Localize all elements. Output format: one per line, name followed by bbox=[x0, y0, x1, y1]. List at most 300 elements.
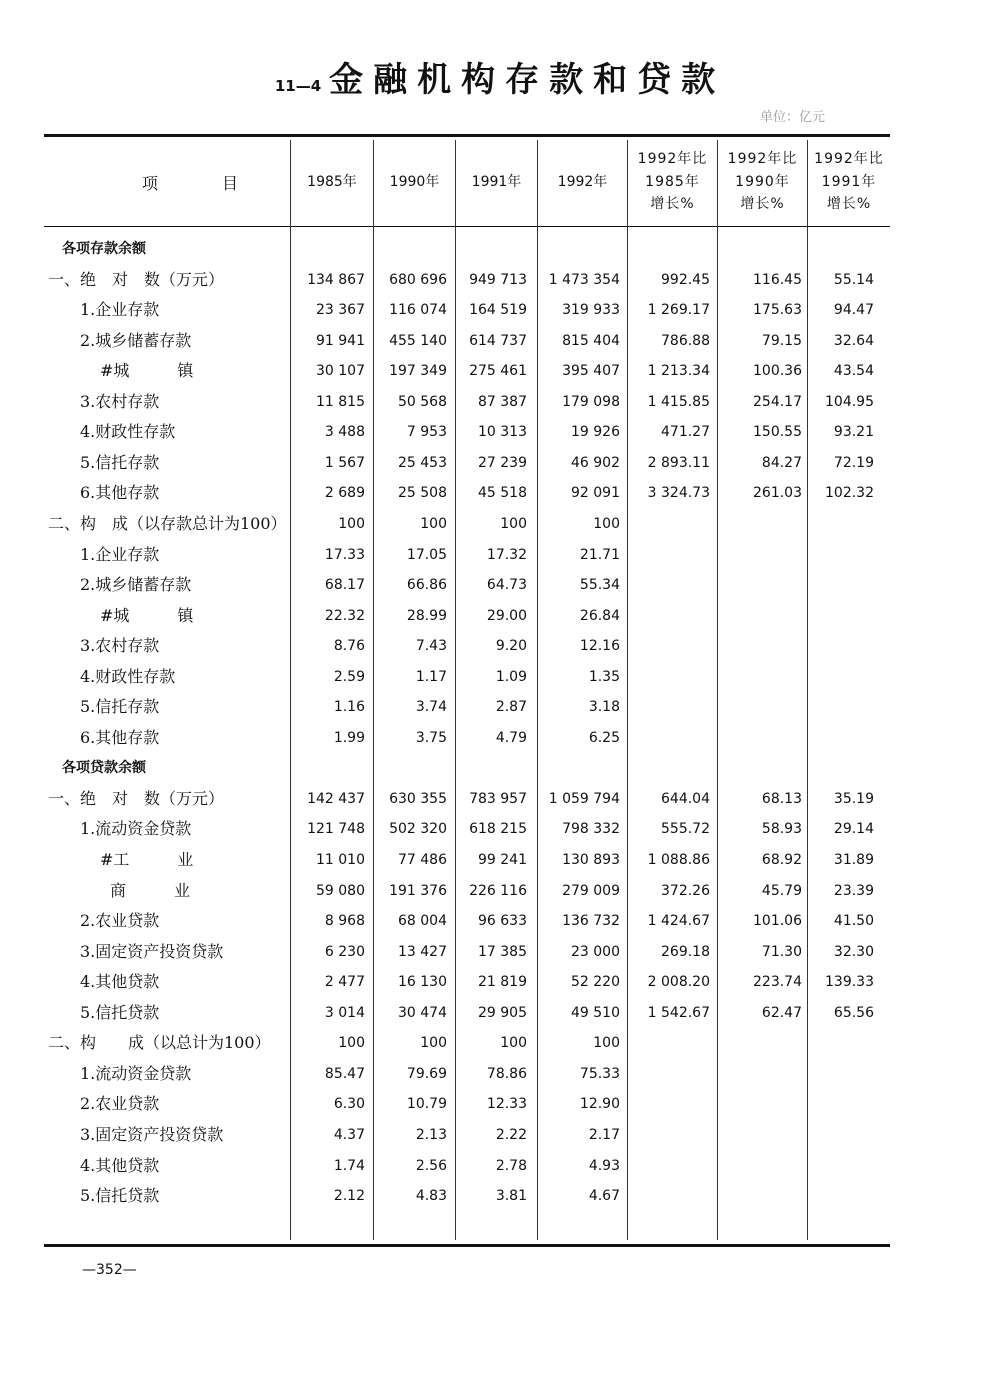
page-number: —352— bbox=[82, 1262, 137, 1278]
table-row bbox=[44, 295, 890, 325]
table-cell: 96 633 bbox=[478, 913, 527, 930]
table-cell bbox=[624, 1028, 710, 1058]
table-cell: 3.74 bbox=[415, 699, 447, 716]
table-cell: 32.64 bbox=[833, 332, 874, 349]
table-row bbox=[44, 876, 890, 906]
table-cell: 23 367 bbox=[316, 302, 365, 319]
table-cell: 66.86 bbox=[406, 577, 447, 594]
table-cell: 59 080 bbox=[316, 882, 365, 899]
table-cell: 798 332 bbox=[562, 821, 620, 838]
table-cell: 68.92 bbox=[761, 852, 802, 868]
table-row bbox=[44, 967, 890, 997]
table-cell: 1 415.85 bbox=[647, 393, 710, 410]
table-cell bbox=[716, 723, 802, 753]
unit-note: 单位：亿元 bbox=[760, 110, 826, 125]
table-cell bbox=[812, 753, 874, 783]
row-label: 1.流动资金贷款 bbox=[80, 819, 192, 839]
table-cell bbox=[812, 509, 874, 539]
table-row bbox=[44, 570, 890, 600]
table-cell bbox=[624, 1120, 710, 1150]
table-cell: 31.89 bbox=[833, 852, 874, 868]
table-cell: 226 116 bbox=[469, 882, 527, 899]
header-year: 1991年 bbox=[471, 173, 522, 190]
header-item-left: 项 bbox=[142, 173, 159, 193]
table-cell: 644.04 bbox=[661, 790, 710, 807]
row-label: 一、绝 对 数（万元） bbox=[48, 788, 225, 808]
table-cell: 3.18 bbox=[588, 699, 620, 716]
table-cell bbox=[716, 570, 802, 600]
table-cell: 19 926 bbox=[571, 424, 620, 441]
row-label: 4.财政性存款 bbox=[80, 666, 176, 686]
table-row bbox=[44, 1181, 890, 1211]
table-cell bbox=[716, 1089, 802, 1119]
table-cell: 1 088.86 bbox=[647, 852, 710, 868]
top-rule bbox=[44, 134, 890, 137]
table-cell: 49 510 bbox=[571, 1004, 620, 1021]
table-cell bbox=[624, 540, 710, 570]
bottom-rule bbox=[44, 1244, 890, 1247]
row-label: 1.企业存款 bbox=[80, 300, 160, 320]
table-cell: 2.13 bbox=[415, 1126, 447, 1143]
row-label: 4.其他贷款 bbox=[80, 972, 160, 992]
table-cell: 130 893 bbox=[562, 852, 620, 868]
table-cell bbox=[812, 723, 874, 753]
header-comparison: 1992年比 1985年 增长% bbox=[637, 151, 708, 213]
table-cell: 99 241 bbox=[478, 852, 527, 868]
table-row bbox=[44, 1151, 890, 1181]
table-row bbox=[44, 326, 890, 356]
table-cell: 72.19 bbox=[833, 454, 874, 471]
row-label: 2.农业贷款 bbox=[80, 911, 160, 931]
table-cell: 4.37 bbox=[333, 1126, 365, 1143]
table-cell: 7 953 bbox=[406, 424, 447, 441]
table-cell: 1.35 bbox=[588, 668, 620, 685]
row-label: 3.固定资产投资贷款 bbox=[80, 1124, 224, 1144]
row-label: 商 业 bbox=[110, 880, 191, 900]
row-label: 4.财政性存款 bbox=[80, 422, 176, 442]
table-cell: 10 313 bbox=[478, 424, 527, 441]
table-row bbox=[44, 448, 890, 478]
table-cell: 52 220 bbox=[571, 974, 620, 991]
table-cell: 12.16 bbox=[579, 638, 620, 655]
table-cell bbox=[812, 631, 874, 661]
table-cell bbox=[624, 509, 710, 539]
table-cell: 1.09 bbox=[495, 668, 527, 685]
table-cell: 555.72 bbox=[661, 821, 710, 838]
table-cell: 100 bbox=[338, 1035, 365, 1052]
row-label: #城 镇 bbox=[100, 605, 194, 625]
table-row bbox=[44, 906, 890, 936]
table-cell: 136 732 bbox=[562, 913, 620, 930]
table-cell: 142 437 bbox=[307, 790, 365, 807]
table-cell: 2.22 bbox=[495, 1126, 527, 1143]
header-rule bbox=[44, 226, 890, 227]
row-label: #工 业 bbox=[100, 850, 194, 869]
table-cell: 28.99 bbox=[406, 607, 447, 624]
row-label: 6.其他存款 bbox=[80, 727, 160, 747]
table-cell bbox=[624, 570, 710, 600]
table-cell: 12.90 bbox=[579, 1096, 620, 1113]
table-cell: 92 091 bbox=[571, 485, 620, 502]
table-cell bbox=[716, 662, 802, 692]
table-cell: 4.83 bbox=[415, 1188, 447, 1205]
table-cell: 4.79 bbox=[495, 729, 527, 746]
row-label: 5.信托存款 bbox=[80, 697, 160, 717]
table-cell: 21 819 bbox=[478, 974, 527, 991]
table-cell bbox=[624, 723, 710, 753]
row-label: 2.农业贷款 bbox=[80, 1094, 160, 1114]
table-cell: 4.93 bbox=[588, 1157, 620, 1174]
table-cell: 2.87 bbox=[495, 699, 527, 716]
table-cell: 23 000 bbox=[571, 943, 620, 960]
table-cell: 4.67 bbox=[588, 1188, 620, 1205]
table-cell: 2 008.20 bbox=[647, 974, 710, 991]
table-cell: 2.78 bbox=[495, 1157, 527, 1174]
table-row bbox=[44, 1028, 890, 1058]
table-cell: 191 376 bbox=[389, 882, 447, 899]
table-cell: 11 010 bbox=[316, 852, 365, 868]
table-cell: 17 385 bbox=[478, 943, 527, 960]
table-cell: 949 713 bbox=[469, 271, 527, 288]
table-cell: 1 473 354 bbox=[548, 271, 620, 288]
table-row bbox=[44, 998, 890, 1028]
table-cell: 25 508 bbox=[398, 485, 447, 502]
row-label: 各项贷款余额 bbox=[62, 760, 146, 777]
table-row bbox=[44, 1120, 890, 1150]
table-cell bbox=[812, 1028, 874, 1058]
table-cell bbox=[371, 753, 447, 783]
table-cell bbox=[295, 753, 365, 783]
table-row bbox=[44, 845, 890, 875]
table-cell: 29.00 bbox=[486, 607, 527, 624]
table-row bbox=[44, 662, 890, 692]
table-cell: 2.59 bbox=[333, 668, 365, 685]
table-row bbox=[44, 1089, 890, 1119]
table-cell bbox=[716, 692, 802, 722]
table-cell: 2.56 bbox=[415, 1157, 447, 1174]
row-label: 3.农村存款 bbox=[80, 636, 160, 656]
table-cell bbox=[812, 1181, 874, 1211]
row-label: 各项存款余额 bbox=[62, 241, 146, 257]
table-cell: 8 968 bbox=[324, 913, 365, 930]
table-cell bbox=[624, 1181, 710, 1211]
table-cell: 116.45 bbox=[753, 271, 802, 288]
table-cell: 175.63 bbox=[753, 302, 802, 319]
header-year: 1992年 bbox=[557, 173, 608, 190]
table-cell: 815 404 bbox=[562, 332, 620, 349]
table-row bbox=[44, 356, 890, 386]
header-item bbox=[44, 140, 290, 224]
table-cell bbox=[812, 1059, 874, 1089]
section-header-row bbox=[44, 234, 890, 264]
table-cell: 101.06 bbox=[753, 913, 802, 930]
table-cell bbox=[624, 1059, 710, 1089]
table-cell: 269.18 bbox=[661, 943, 710, 960]
table-cell: 1 059 794 bbox=[548, 790, 620, 807]
table-row bbox=[44, 387, 890, 417]
table-cell bbox=[371, 234, 447, 264]
table-cell: 372.26 bbox=[661, 882, 710, 899]
table-cell bbox=[716, 1028, 802, 1058]
table-cell bbox=[812, 1120, 874, 1150]
table-cell: 68.17 bbox=[324, 577, 365, 594]
table-cell bbox=[716, 540, 802, 570]
table-cell: 58.93 bbox=[761, 821, 802, 838]
table-cell: 8.76 bbox=[333, 638, 365, 655]
table-cell bbox=[624, 631, 710, 661]
table-cell bbox=[624, 753, 710, 783]
table-cell bbox=[812, 692, 874, 722]
table-row bbox=[44, 784, 890, 814]
table-cell: 25 453 bbox=[398, 454, 447, 471]
table-cell: 29 905 bbox=[478, 1004, 527, 1021]
table-cell: 502 320 bbox=[389, 821, 447, 838]
table-cell: 17.05 bbox=[406, 546, 447, 563]
table-cell: 100 bbox=[338, 515, 365, 532]
table-cell: 279 009 bbox=[562, 882, 620, 899]
table-cell: 91 941 bbox=[316, 332, 365, 349]
table-cell: 139.33 bbox=[825, 974, 874, 991]
table-cell: 78.86 bbox=[486, 1065, 527, 1082]
table-cell: 23.39 bbox=[833, 882, 874, 899]
row-label: #城 镇 bbox=[100, 361, 194, 381]
row-label: 5.信托贷款 bbox=[80, 1002, 160, 1022]
header-year: 1985年 bbox=[307, 173, 357, 190]
row-label: 5.信托存款 bbox=[80, 452, 160, 472]
section-header-row bbox=[44, 753, 890, 783]
table-cell: 45 518 bbox=[478, 485, 527, 502]
table-row bbox=[44, 692, 890, 722]
table-row bbox=[44, 540, 890, 570]
table-cell: 16 130 bbox=[398, 974, 447, 991]
table-cell: 2.17 bbox=[588, 1126, 620, 1143]
table-row bbox=[44, 937, 890, 967]
table-cell: 100 bbox=[420, 1035, 447, 1052]
table-row bbox=[44, 723, 890, 753]
table-cell: 102.32 bbox=[825, 485, 874, 502]
row-label: 6.其他存款 bbox=[80, 483, 160, 503]
table-cell: 1.16 bbox=[333, 699, 365, 716]
table-cell: 275 461 bbox=[469, 363, 527, 380]
table-cell: 680 696 bbox=[389, 271, 447, 288]
table-cell bbox=[812, 234, 874, 264]
table-cell bbox=[716, 234, 802, 264]
table-cell: 27 239 bbox=[478, 454, 527, 471]
table-cell: 17.32 bbox=[486, 546, 527, 563]
table-cell: 618 215 bbox=[469, 821, 527, 838]
table-cell: 2 689 bbox=[324, 485, 365, 502]
header-year: 1990年 bbox=[389, 173, 440, 190]
table-cell bbox=[716, 509, 802, 539]
table-cell: 17.33 bbox=[324, 546, 365, 563]
table-cell: 7.43 bbox=[415, 638, 447, 655]
table-cell: 11 815 bbox=[316, 393, 365, 410]
table-cell: 261.03 bbox=[753, 485, 802, 502]
table-cell: 630 355 bbox=[389, 790, 447, 807]
table-cell: 3 488 bbox=[324, 424, 365, 441]
table-cell: 100 bbox=[420, 515, 447, 532]
table-cell: 65.56 bbox=[833, 1004, 874, 1021]
table-cell: 85.47 bbox=[324, 1065, 365, 1082]
row-label: 2.城乡储蓄存款 bbox=[80, 575, 192, 595]
table-cell bbox=[716, 1120, 802, 1150]
table-cell: 134 867 bbox=[307, 271, 365, 288]
table-title-text: 金融机构存款和贷款 bbox=[329, 60, 726, 100]
table-cell: 100.36 bbox=[753, 363, 802, 380]
table-row bbox=[44, 509, 890, 539]
table-cell bbox=[295, 234, 365, 264]
table-cell: 79.15 bbox=[761, 332, 802, 349]
table-cell: 1.17 bbox=[415, 668, 447, 685]
table-cell: 41.50 bbox=[833, 913, 874, 930]
table-cell: 50 568 bbox=[398, 393, 447, 410]
row-label: 1.企业存款 bbox=[80, 544, 160, 564]
table-row bbox=[44, 601, 890, 631]
table-cell: 1 269.17 bbox=[647, 302, 710, 319]
row-label: 3.农村存款 bbox=[80, 391, 160, 411]
table-cell: 3 324.73 bbox=[647, 485, 710, 502]
table-cell: 26.84 bbox=[579, 607, 620, 624]
table-cell bbox=[624, 1089, 710, 1119]
table-cell bbox=[716, 1151, 802, 1181]
header-comparison: 1992年比 1991年 增长% bbox=[814, 151, 884, 213]
table-cell bbox=[812, 570, 874, 600]
table-cell: 6.30 bbox=[333, 1096, 365, 1113]
table-cell: 94.47 bbox=[833, 302, 874, 319]
table-cell bbox=[532, 234, 620, 264]
row-label: 一、绝 对 数（万元） bbox=[48, 269, 225, 289]
table-cell bbox=[812, 601, 874, 631]
table-cell: 1 213.34 bbox=[647, 363, 710, 380]
table-cell bbox=[812, 1089, 874, 1119]
table-cell: 471.27 bbox=[661, 424, 710, 441]
table-cell: 62.47 bbox=[761, 1004, 802, 1021]
table-title bbox=[0, 52, 1000, 101]
table-cell: 35.19 bbox=[833, 790, 874, 807]
table-row bbox=[44, 1059, 890, 1089]
table-cell: 13 427 bbox=[398, 943, 447, 960]
table-cell: 395 407 bbox=[562, 363, 620, 380]
table-row bbox=[44, 631, 890, 661]
table-cell: 197 349 bbox=[389, 363, 447, 380]
table-row bbox=[44, 478, 890, 508]
table-cell bbox=[716, 1059, 802, 1089]
table-row bbox=[44, 814, 890, 844]
table-cell bbox=[532, 753, 620, 783]
row-label: 4.其他贷款 bbox=[80, 1155, 160, 1175]
table-cell: 121 748 bbox=[307, 821, 365, 838]
table-cell: 104.95 bbox=[825, 393, 874, 410]
table-cell: 9.20 bbox=[495, 638, 527, 655]
row-label: 1.流动资金贷款 bbox=[80, 1063, 192, 1083]
table-cell: 32.30 bbox=[833, 943, 874, 960]
table-cell: 116 074 bbox=[389, 302, 447, 319]
table-cell: 3.75 bbox=[415, 729, 447, 746]
table-cell: 45.79 bbox=[761, 882, 802, 899]
table-cell: 1 424.67 bbox=[647, 913, 710, 930]
table-cell: 84.27 bbox=[761, 454, 802, 471]
table-cell: 75.33 bbox=[579, 1065, 620, 1082]
table-cell: 6 230 bbox=[324, 943, 365, 960]
header-item-right: 目 bbox=[221, 173, 238, 193]
table-cell: 79.69 bbox=[406, 1065, 447, 1082]
table-cell: 150.55 bbox=[753, 424, 802, 441]
table-cell: 319 933 bbox=[562, 302, 620, 319]
table-cell: 100 bbox=[500, 515, 527, 532]
table-cell bbox=[624, 692, 710, 722]
table-cell: 68.13 bbox=[761, 790, 802, 807]
table-cell: 223.74 bbox=[753, 974, 802, 991]
table-cell: 3 014 bbox=[324, 1004, 365, 1021]
table-cell: 29.14 bbox=[833, 821, 874, 838]
table-cell: 1 567 bbox=[324, 454, 365, 471]
table-cell: 71.30 bbox=[761, 943, 802, 960]
table-cell: 254.17 bbox=[753, 393, 802, 410]
header-comparison: 1992年比 1990年 增长% bbox=[727, 151, 798, 213]
table-cell: 2.12 bbox=[333, 1188, 365, 1205]
table-cell bbox=[716, 753, 802, 783]
table-cell: 100 bbox=[500, 1035, 527, 1052]
table-cell bbox=[812, 1151, 874, 1181]
table-cell: 992.45 bbox=[661, 271, 710, 288]
table-cell: 3.81 bbox=[495, 1188, 527, 1205]
table-cell bbox=[716, 1181, 802, 1211]
table-cell bbox=[716, 601, 802, 631]
table-cell: 55.14 bbox=[833, 271, 874, 288]
table-cell: 164 519 bbox=[469, 302, 527, 319]
table-cell: 783 957 bbox=[469, 790, 527, 807]
table-cell: 100 bbox=[593, 1035, 620, 1052]
table-cell: 1 542.67 bbox=[647, 1004, 710, 1021]
table-cell: 46 902 bbox=[571, 454, 620, 471]
table-cell bbox=[716, 631, 802, 661]
table-cell bbox=[812, 540, 874, 570]
table-row bbox=[44, 265, 890, 295]
table-cell: 87 387 bbox=[478, 393, 527, 410]
table-cell: 12.33 bbox=[486, 1096, 527, 1113]
table-cell: 30 107 bbox=[316, 363, 365, 380]
table-cell: 43.54 bbox=[833, 363, 874, 380]
table-cell: 64.73 bbox=[486, 577, 527, 594]
table-cell: 6.25 bbox=[588, 729, 620, 746]
table-cell: 10.79 bbox=[406, 1096, 447, 1113]
table-cell bbox=[624, 662, 710, 692]
row-label: 5.信托贷款 bbox=[80, 1186, 160, 1206]
table-cell: 179 098 bbox=[562, 393, 620, 410]
table-cell bbox=[812, 662, 874, 692]
row-label: 二、构 成（以存款总计为100） bbox=[48, 513, 287, 533]
row-label: 2.城乡储蓄存款 bbox=[80, 330, 192, 350]
table-cell bbox=[624, 601, 710, 631]
table-cell: 30 474 bbox=[398, 1004, 447, 1021]
table-cell: 22.32 bbox=[324, 607, 365, 624]
table-cell: 2 893.11 bbox=[647, 454, 710, 471]
table-cell: 2 477 bbox=[324, 974, 365, 991]
table-cell bbox=[451, 234, 527, 264]
table-cell bbox=[624, 234, 710, 264]
table-cell: 77 486 bbox=[398, 852, 447, 868]
table-cell: 786.88 bbox=[661, 332, 710, 349]
table-cell: 455 140 bbox=[389, 332, 447, 349]
table-cell: 55.34 bbox=[579, 577, 620, 594]
table-cell: 21.71 bbox=[579, 546, 620, 563]
table-row bbox=[44, 417, 890, 447]
table-cell: 1.99 bbox=[333, 729, 365, 746]
table-number: 11—4 bbox=[274, 77, 322, 95]
table-cell: 1.74 bbox=[333, 1157, 365, 1174]
table-cell: 68 004 bbox=[398, 913, 447, 930]
table-cell: 93.21 bbox=[833, 424, 874, 441]
